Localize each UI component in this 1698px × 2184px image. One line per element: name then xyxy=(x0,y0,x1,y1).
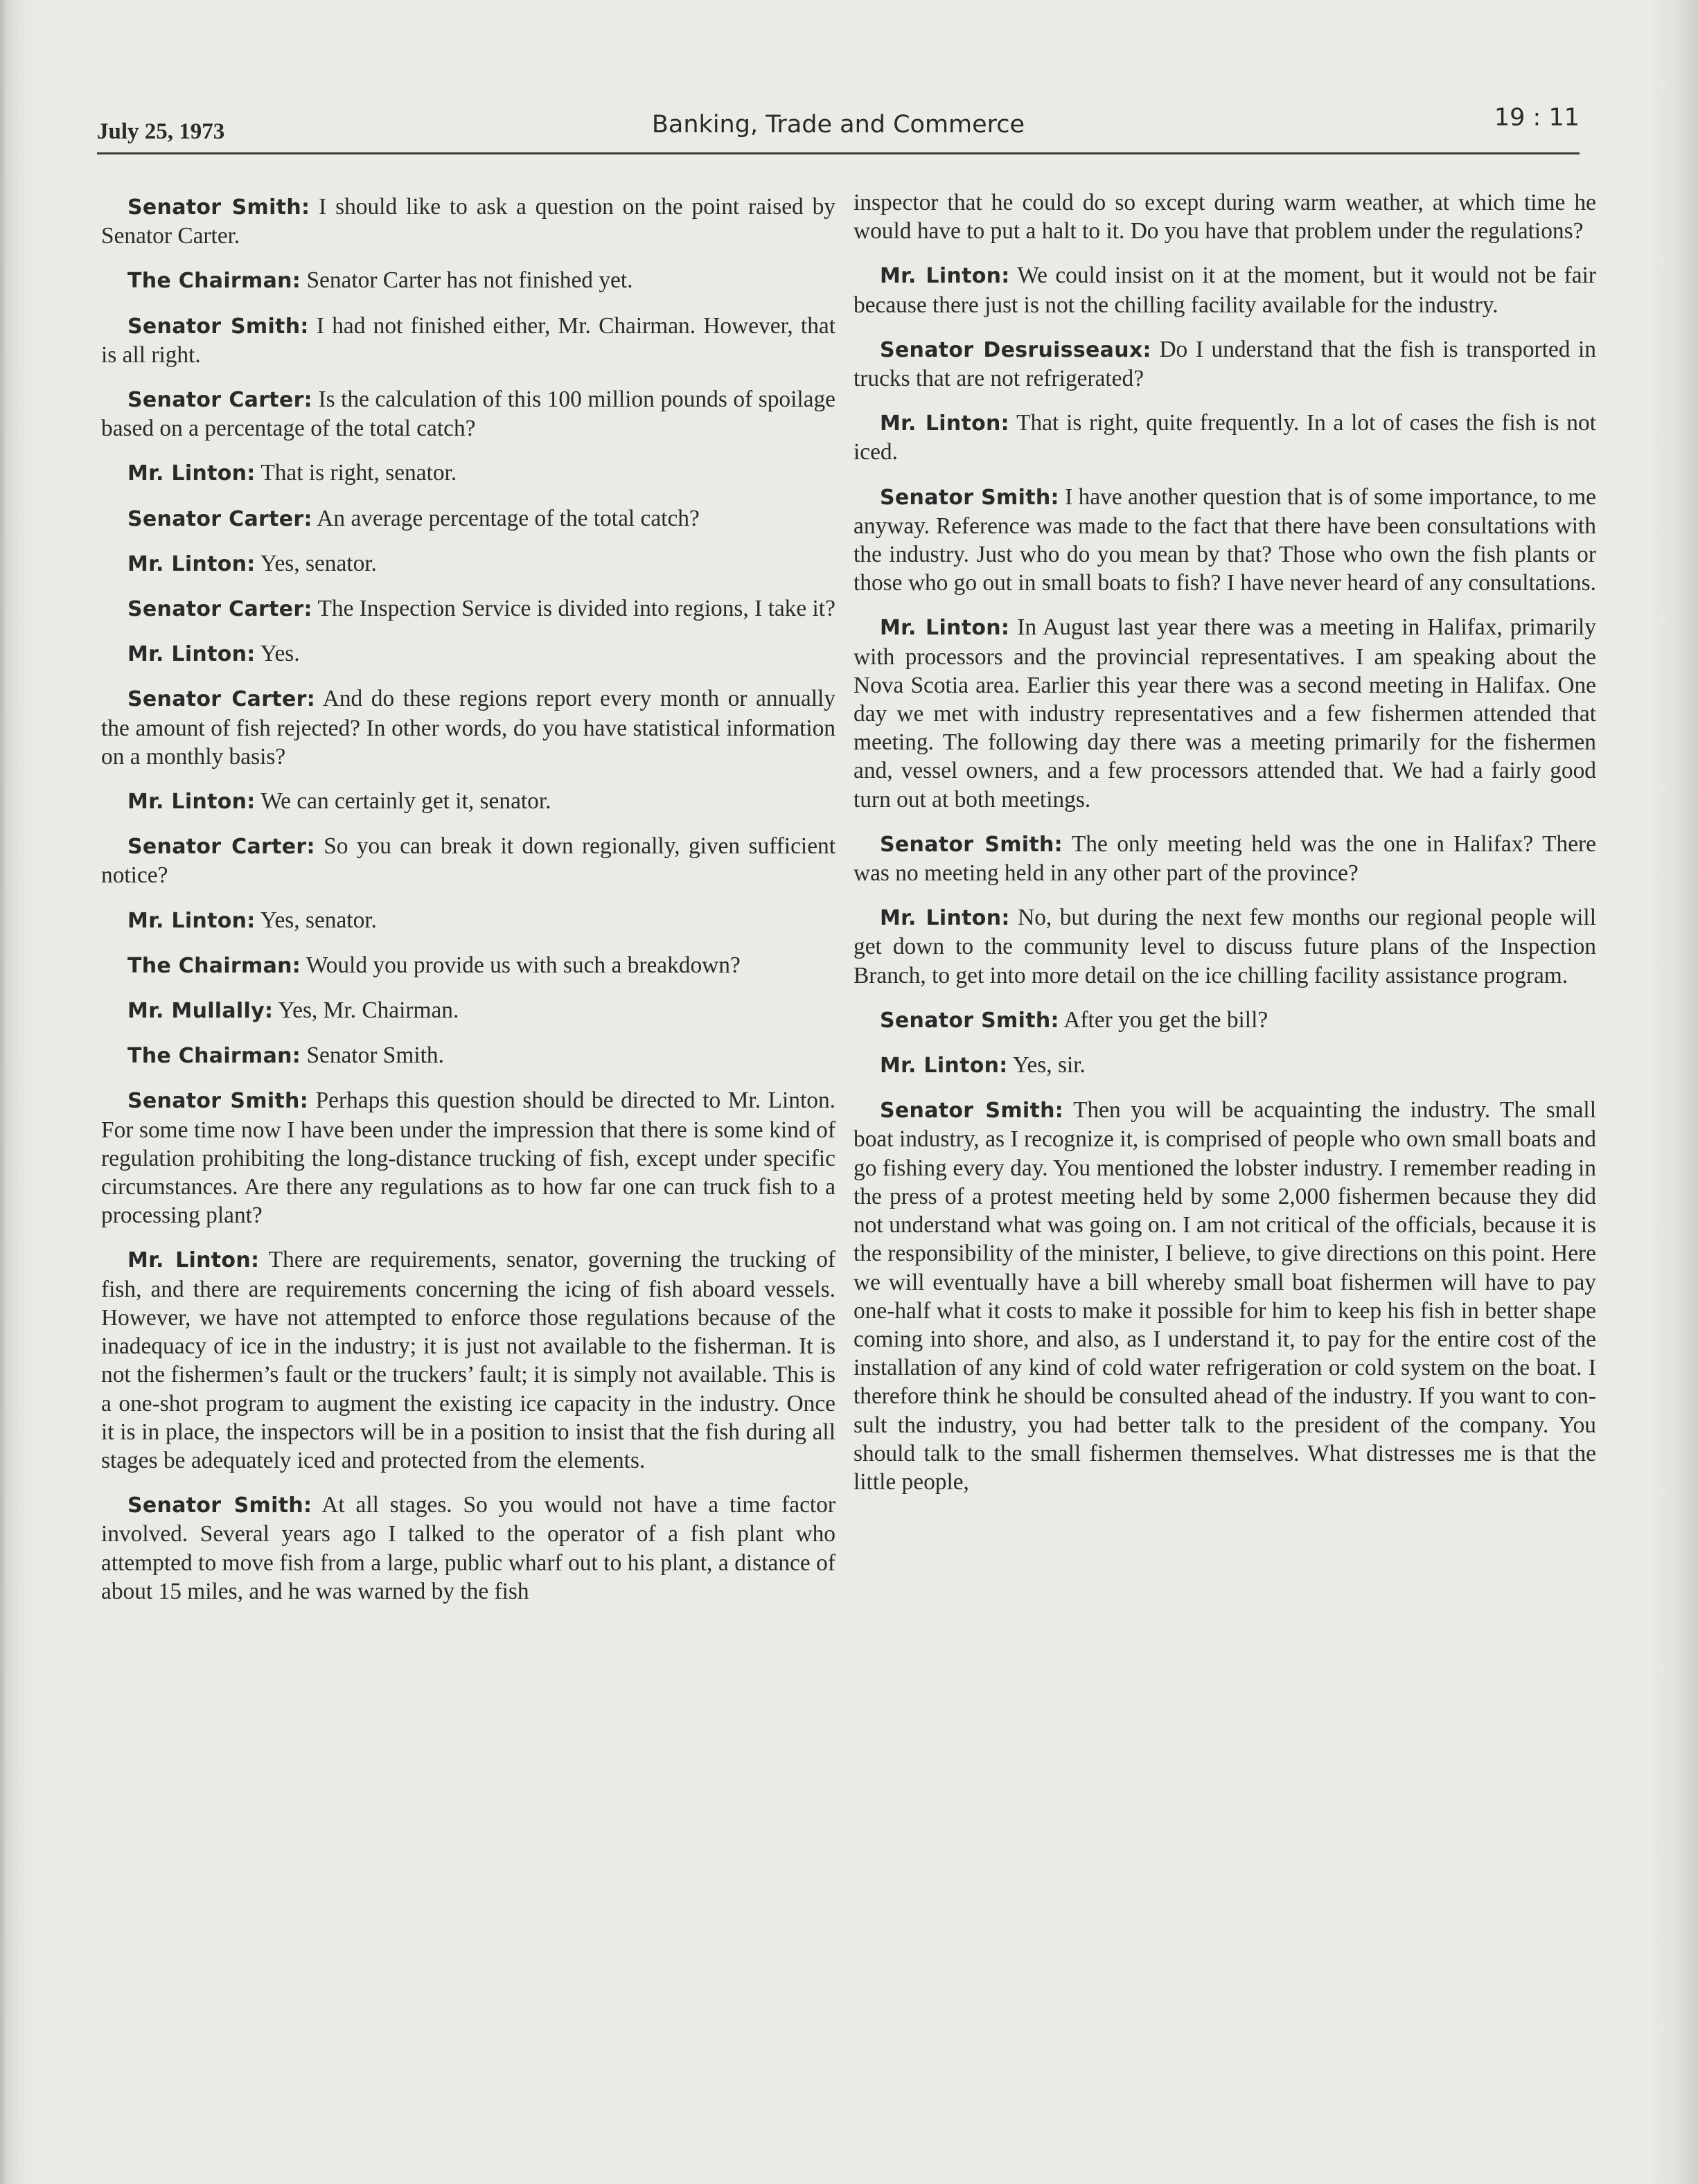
speech-text: Yes, sir. xyxy=(1012,1052,1086,1078)
speech-text: Is the calculation of this 100 million pounds of spoilage based on a percentage of the total catch? xyxy=(101,387,835,442)
speaker-name: Mr. Mullally: xyxy=(127,999,274,1024)
speech-text: After you get the bill? xyxy=(1063,1006,1268,1033)
header-date: July 25, 1973 xyxy=(97,119,225,144)
transcript-paragraph xyxy=(101,951,835,980)
speech-text: We could insist on it at the moment, but it would not be fair because there just is not the chilling facility available for the industry. xyxy=(854,263,1596,318)
speech-text: In August last year there was a meeting in Halifax, primarily with processors and the provincial representatives. I am speaking about the Nova Scotia area. Earlier this year there was a second meeting in Halifax. One day we met with industry representatives and a few fishermen attended that meeting. The following day there was a meeting primarily for the fishermen and, vessel owners, and a few processors attended that. We had a fairly good turn out at both meetings. xyxy=(854,614,1596,813)
speech-text: That is right, quite frequently. In a lot of cases the fish is not iced. xyxy=(854,410,1596,465)
speech-text: Senator Smith. xyxy=(306,1042,444,1069)
transcript-paragraph xyxy=(854,613,1596,813)
speaker-name: Senator Desruisseaux: xyxy=(880,337,1151,362)
speech-text: The Inspection Service is divided into regions, I take it? xyxy=(317,596,835,622)
speaker-name: Senator Smith: xyxy=(127,195,310,220)
speaker-name: Mr. Linton: xyxy=(127,1248,260,1273)
speech-text: Yes. xyxy=(260,641,300,667)
speech-text: Yes, senator. xyxy=(260,907,377,933)
speaker-name: Senator Smith: xyxy=(880,832,1063,857)
speech-text: Then you will be acquainting the industry. The small boat industry, as I recognize it, is comprised of people who own small boats and go fishing every day. You mentioned the lobster industry. I remember reading in the press of a protest meeting held by some 2,000 fishermen because they did not understand what was going on. I am not critical of the officials, because it is the responsibility of the minister, I believe, to give directions on this point. Here we will eventually have a bill whereby small boat fishermen will have to pay one-half what it costs to make it possible for him to keep his fish in better shape coming into shore, and also, as I understand it, to pay for the entire cost of the installation of any kind of cold water refrigeration or cold system on the boat. I therefore think he should be consulted ahead of the industry. If you want to consult the industry, you had better talk to the president of the company. You should talk to the small fishermen themselves. What distresses me is that the little people, xyxy=(854,1097,1596,1495)
transcript-paragraph xyxy=(854,830,1596,887)
transcript-paragraph xyxy=(101,1086,835,1229)
transcript-paragraph xyxy=(101,787,835,816)
speaker-name: Mr. Linton: xyxy=(127,908,256,933)
speech-text: I have another question that is of some importance, to me anyway. Reference was made to the fact that there have been consultations with the industry. Just who do you mean by that? Those who own the fish plants or those who go out in small boats to fish? I have never heard of any consultations. xyxy=(854,483,1596,596)
transcript-paragraph xyxy=(854,409,1596,466)
speech-text: Yes, Mr. Chairman. xyxy=(278,997,459,1024)
speech-text: No, but during the next few months our regional people will get down to the community level to discuss future plans of the Inspection Branch, to get into more detail on the ice chilling facility assistance program. xyxy=(854,905,1596,988)
transcript-paragraph xyxy=(854,1051,1596,1080)
speech-text: That is right, senator. xyxy=(260,460,457,486)
transcript-paragraph xyxy=(101,1041,835,1070)
speaker-name: Mr. Linton: xyxy=(880,411,1009,436)
speaker-name: Senator Carter: xyxy=(127,687,315,712)
right-column xyxy=(854,188,1596,1512)
speaker-name: Mr. Linton: xyxy=(880,264,1010,289)
transcript-paragraph xyxy=(101,312,835,369)
speaker-name: The Chairman: xyxy=(127,1044,301,1069)
left-column xyxy=(101,193,835,1622)
transcript-paragraph xyxy=(101,684,835,771)
speaker-name: Mr. Linton: xyxy=(127,790,256,815)
transcript-paragraph xyxy=(854,1006,1596,1035)
speech-text: And do these regions report every month or annually the amount of fish rejected? In other words, do you have statistical information on a monthly basis? xyxy=(101,686,835,770)
speaker-name: Senator Carter: xyxy=(127,388,312,413)
transcript-paragraph xyxy=(101,832,835,889)
transcript-paragraph xyxy=(101,1491,835,1606)
speaker-name: Senator Smith: xyxy=(880,1099,1064,1124)
transcript-paragraph xyxy=(101,459,835,488)
transcript-paragraph xyxy=(101,1245,835,1475)
speech-text: So you can break it down regionally, given sufficient notice? xyxy=(101,833,835,889)
speaker-name: Mr. Linton: xyxy=(880,616,1010,641)
transcript-paragraph xyxy=(101,266,835,295)
speaker-name: Mr. Linton: xyxy=(880,1054,1008,1078)
speaker-name: Senator Carter: xyxy=(127,506,312,531)
speaker-name: Mr. Linton: xyxy=(127,461,256,486)
speech-text: I had not finished either, Mr. Chairman. However, that is all right. xyxy=(101,312,835,368)
speaker-name: Senator Carter: xyxy=(127,597,312,622)
speaker-name: The Chairman: xyxy=(127,953,301,978)
speaker-name: Senator Smith: xyxy=(127,314,309,339)
running-header xyxy=(97,104,1580,154)
speaker-name: Senator Smith: xyxy=(880,485,1059,510)
speech-text: Do I understand that the fish is transported in trucks that are not refrigerated? xyxy=(854,336,1596,392)
header-page-number: 19 : 11 xyxy=(1494,104,1580,132)
transcript-paragraph xyxy=(101,639,835,668)
speaker-name: Senator Smith: xyxy=(880,1008,1059,1033)
transcript-paragraph xyxy=(101,549,835,578)
speech-text: I should like to ask a question on the point raised by Senator Carter. xyxy=(101,194,835,249)
speech-text: We can certainly get it, senator. xyxy=(260,788,551,815)
speech-text: The only meeting held was the one in Halifax? There was no meeting held in any other part of the province? xyxy=(854,831,1596,887)
transcript-paragraph xyxy=(101,996,835,1025)
speech-text: An average percentage of the total catch? xyxy=(317,505,700,531)
transcript-paragraph xyxy=(854,483,1596,598)
speech-text: At all stages. So you would not have a time factor involved. Several years ago I talked to the operator of a fish plant who attempted to move fish from a large, public wharf out to his plant, a distance of about 15 miles, and he was warned by the fish xyxy=(101,1492,835,1604)
speaker-name: Mr. Linton: xyxy=(127,642,256,667)
speaker-name: Mr. Linton: xyxy=(127,551,256,576)
transcript-paragraph xyxy=(854,335,1596,393)
transcript-paragraph xyxy=(101,594,835,623)
speech-text: Senator Carter has not finished yet. xyxy=(306,267,633,294)
speaker-name: Senator Smith: xyxy=(127,1089,309,1114)
transcript-paragraph xyxy=(854,188,1596,245)
speech-text: inspector that he could do so except during warm weather, at which time he would have to put a halt to it. Do you have that problem under the regulations? xyxy=(854,190,1596,245)
speech-text: Would you provide us with such a breakdown? xyxy=(306,952,741,978)
transcript-paragraph xyxy=(854,903,1596,990)
speaker-name: The Chairman: xyxy=(127,269,301,294)
speech-text: There are requirements, senator, governing the trucking of fish, and there are requirements concerning the icing of fish aboard vessels. However, we have not attempted to enforce those regulations because of the inadequacy of ice in the industry; it is just not available to the fisherman. It is not the fishermen’s fault or the truckers’ fault; it is simply not available. This is a one-shot program to augment the existing ice capacity in the industry. Once it is in place, the inspectors will be in a position to insist that the fish during all stages be adequately iced and protected from the elements. xyxy=(101,1247,836,1473)
speaker-name: Senator Carter: xyxy=(127,835,315,860)
header-title: Banking, Trade and Commerce xyxy=(651,111,1025,139)
transcript-paragraph xyxy=(101,906,835,935)
transcript-paragraph xyxy=(854,261,1596,319)
transcript-paragraph xyxy=(101,193,835,250)
speech-text: Perhaps this question should be directed to Mr. Linton. For some time now I have been under the impression that there is some kind of regulation prohibiting the long-distance trucking of fish, except under specific circumstances. Are there any regulations as to how far one can truck fish to a processing plant? xyxy=(101,1087,835,1229)
transcript-paragraph xyxy=(101,504,835,533)
speaker-name: Mr. Linton: xyxy=(880,906,1010,931)
transcript-paragraph xyxy=(854,1096,1596,1496)
speaker-name: Senator Smith: xyxy=(127,1493,312,1518)
speech-text: Yes, senator. xyxy=(260,550,377,576)
transcript-paragraph xyxy=(101,385,835,443)
